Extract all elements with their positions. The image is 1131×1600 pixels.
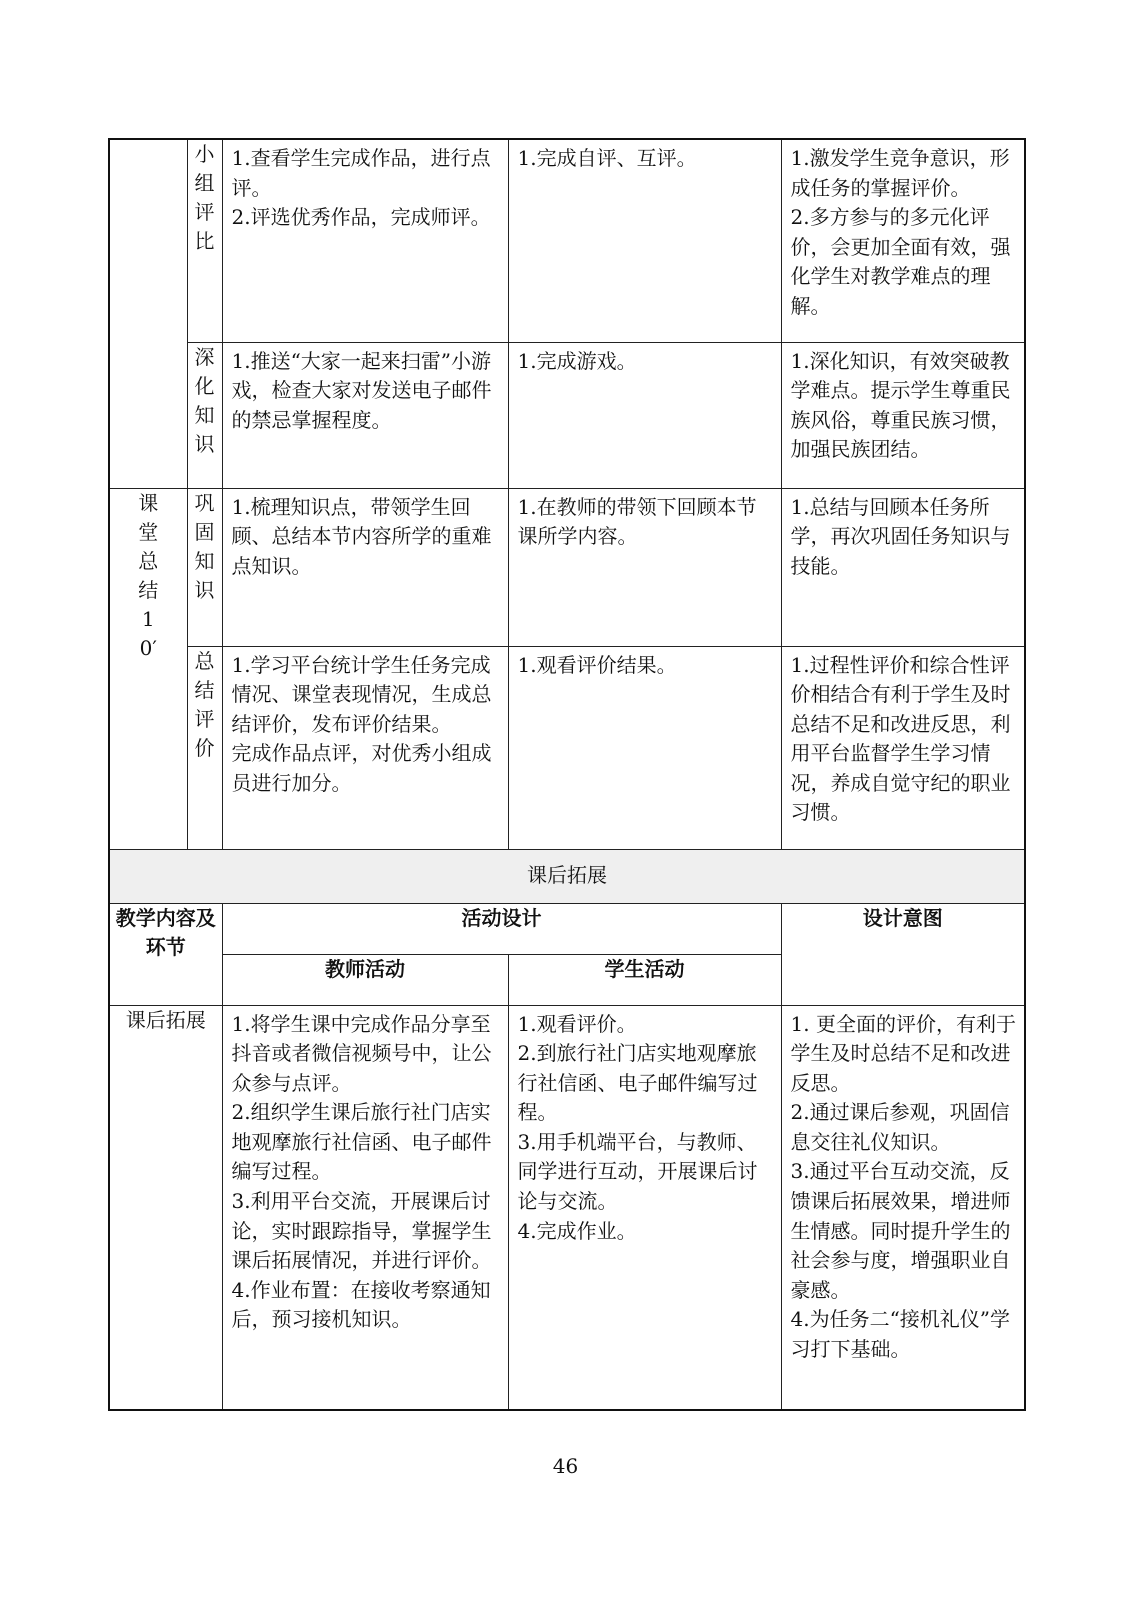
sub-label: 小组评比 [194, 142, 215, 253]
sub-label-cell [187, 646, 222, 849]
sub-label: 深化知识 [194, 344, 215, 456]
stage-cell [109, 488, 187, 849]
after-class-label: 课后拓展 [109, 1005, 222, 1410]
section-band-title: 课后拓展 [109, 849, 1025, 903]
stage-cell-continued [109, 139, 187, 488]
student-activity: 1.观看评价。 2.到旅行社门店实地观摩旅行社信函、电子邮件编写过程。 3.用手机端平台，与教师、同学进行互动，开展课后讨论与交流。 4.完成作业。 [517, 1011, 758, 1243]
sub-label: 巩固知识 [194, 490, 215, 602]
design-intent: 1.深化知识，有效突破教学难点。提示学生尊重民族风俗，尊重民族习惯，加强民族团结。 [790, 348, 1011, 462]
student-activity: 1.完成自评、互评。 [517, 146, 697, 170]
student-activity: 1.观看评价结果。 [517, 652, 677, 677]
header-student: 学生活动 [508, 954, 781, 1005]
sub-label-cell [187, 342, 222, 488]
design-intent: 1. 更全面的评价，有利于学生及时总结不足和改进反思。 2.通过课后参观，巩固信息交往礼仪知识。 3.通过平台互动交流，反馈课后拓展效果，增进师生情感。同时提升学生的社会参与度，增强职业自豪感。 4.为任务二“接机礼仪”学习打下基础。 [790, 1011, 1016, 1362]
student-activity-cell [508, 139, 781, 342]
design-intent-cell [781, 342, 1025, 488]
design-intent: 1.过程性评价和综合性评价相结合有利于学生及时总结不足和改进反思，利用平台监督学生学习情况，养成自觉守纪的职业习惯。 [790, 652, 1011, 825]
student-activity: 1.完成游戏。 [517, 348, 637, 373]
teacher-activity-cell [222, 646, 508, 849]
student-activity-cell [508, 342, 781, 488]
teacher-activity: 1.推送“大家一起来扫雷”小游戏，检查大家对发送电子邮件的禁忌掌握程度。 [231, 348, 492, 432]
row-summary [109, 646, 1025, 849]
teacher-activity-cell [222, 488, 508, 646]
design-intent-cell [781, 139, 1025, 342]
design-intent: 1.激发学生竞争意识，形成任务的掌握评价。 2.多方参与的多元化评价，会更加全面有效，强化学生对教学难点的理解。 [790, 146, 1011, 318]
lesson-plan-table [108, 138, 1026, 1411]
design-intent-cell [781, 1005, 1025, 1410]
header-intent: 设计意图 [781, 903, 1025, 1005]
student-activity-cell [508, 488, 781, 646]
header-row-1 [109, 903, 1025, 954]
header-teacher: 教师活动 [222, 954, 508, 1005]
sub-label: 总结评价 [194, 648, 215, 760]
teacher-activity-cell [222, 1005, 508, 1410]
design-intent-cell [781, 646, 1025, 849]
row-group-eval [109, 139, 1025, 342]
student-activity: 1.在教师的带领下回顾本节课所学内容。 [517, 494, 757, 549]
student-activity-cell [508, 646, 781, 849]
teacher-activity: 1.学习平台统计学生任务完成情况、课堂表现情况，生成总结评价，发布评价结果。 完成作品点评，对优秀小组成员进行加分。 [231, 652, 492, 795]
row-after-class [109, 1005, 1025, 1410]
sub-label-cell [187, 488, 222, 646]
header-content: 教学内容及环节 [109, 903, 222, 1005]
header-activity: 活动设计 [222, 903, 781, 954]
teacher-activity-cell [222, 139, 508, 342]
teacher-activity: 1.梳理知识点，带领学生回顾、总结本节内容所学的重难点知识。 [231, 494, 492, 578]
design-intent-cell [781, 488, 1025, 646]
page-number: 46 [552, 1454, 579, 1478]
stage-label: 课堂总结10′ [138, 490, 159, 660]
row-consolidate [109, 488, 1025, 646]
design-intent: 1.总结与回顾本任务所学，再次巩固任务知识与技能。 [790, 494, 1011, 578]
student-activity-cell [508, 1005, 781, 1410]
teacher-activity-cell [222, 342, 508, 488]
teacher-activity: 1.将学生课中完成作品分享至抖音或者微信视频号中，让公众参与点评。 2.组织学生课后旅行社门店实地观摩旅行社信函、电子邮件编写过程。 3.利用平台交流，开展课后讨论，实时跟踪指导，掌握学生课后拓展情况，并进行评价。 4.作业布置：在接收考察通知后，预习接机知识。 [231, 1011, 492, 1332]
sub-label-cell [187, 139, 222, 342]
row-deepen [109, 342, 1025, 488]
teacher-activity: 1.查看学生完成作品，进行点评。 2.评选优秀作品，完成师评。 [231, 146, 491, 230]
section-band [109, 849, 1025, 903]
